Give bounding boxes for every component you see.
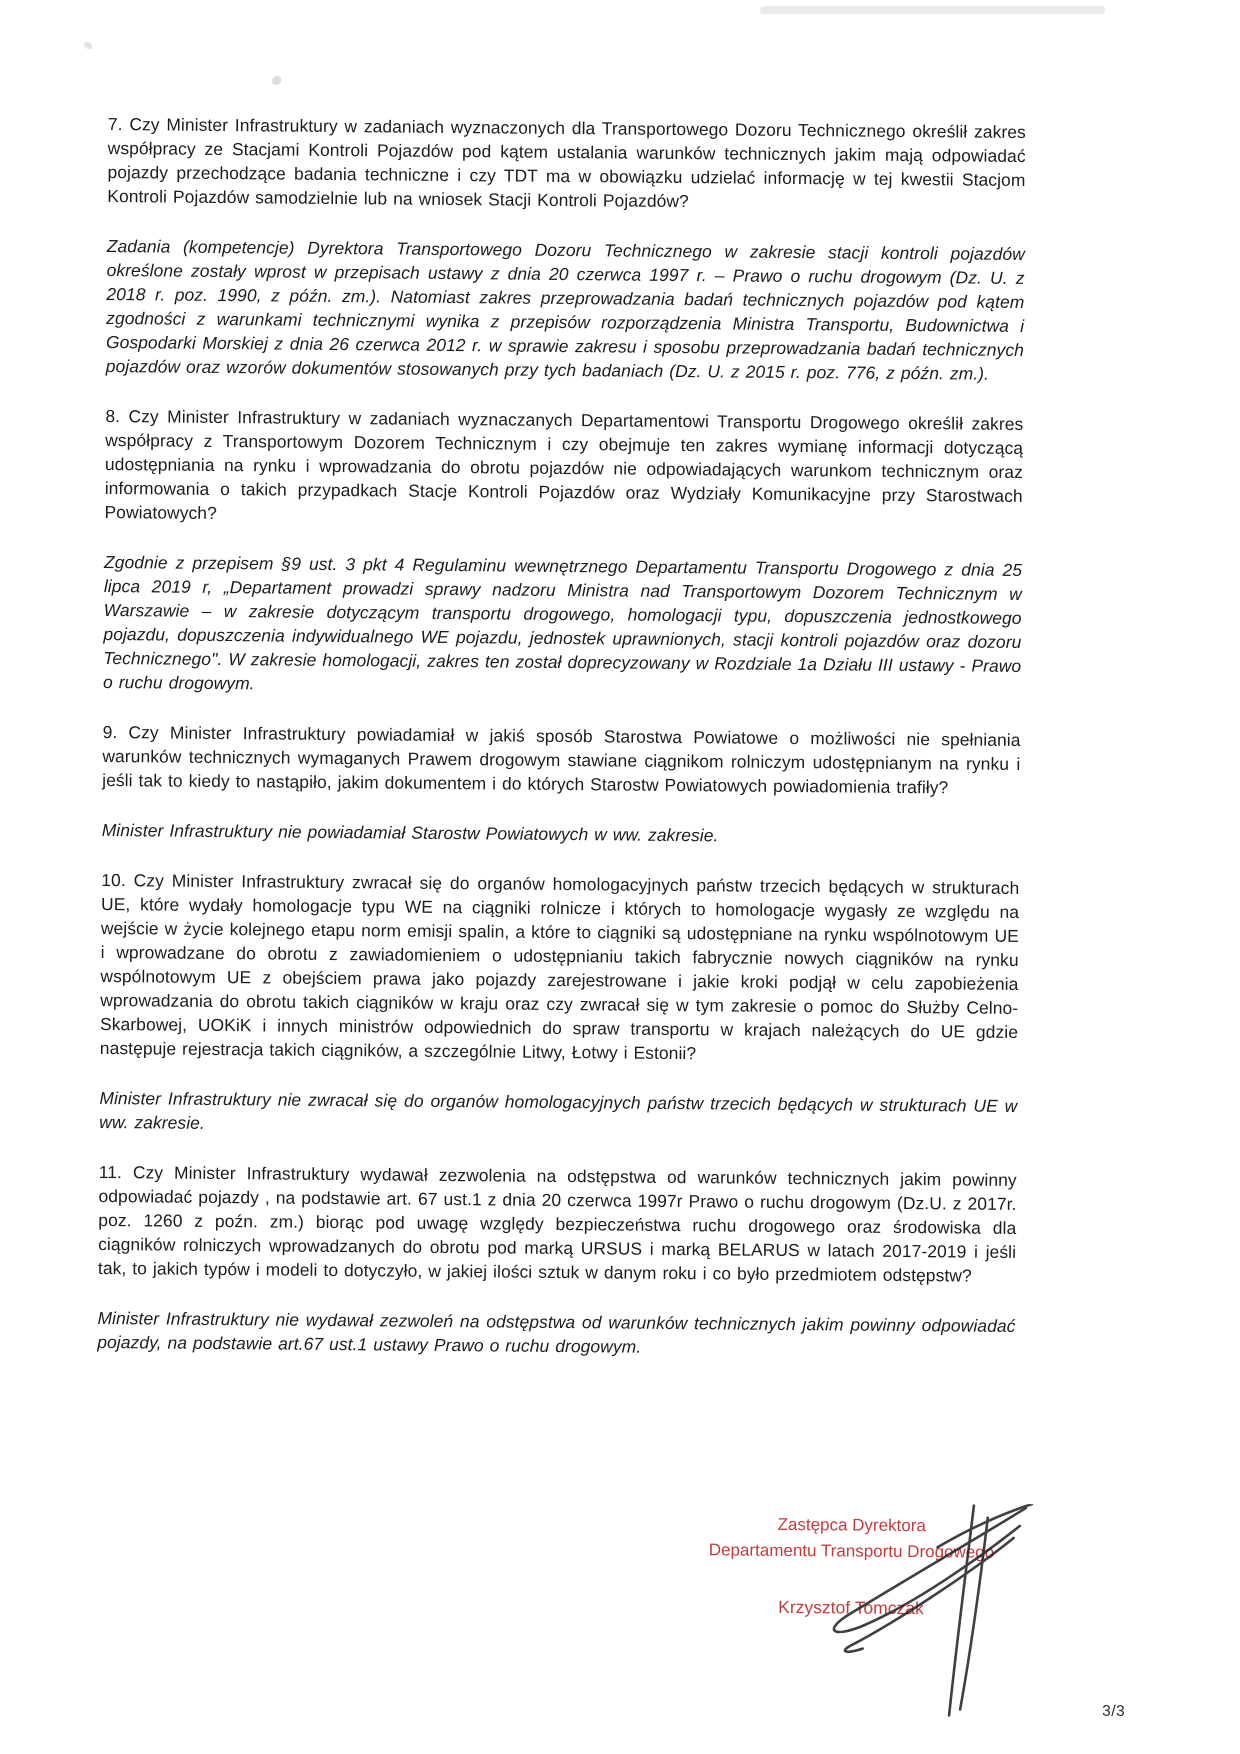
answer-7: Zadania (kompetencje) Dyrektora Transportowego Dozoru Technicznego w zakresie stacji kontroli pojazdów określone zostały wprost w przepisach ustawy z dnia 20 czerwca 1997 r. – Prawo o ruchu drogowym (Dz. U. z 2018 r. poz. 1990, z późn. zm.). Natomiast zakres przeprowadzania badań technicznych pojazdów pod kątem zgodności z warunkami technicznymi wynika z przepisów rozporządzenia Ministra Transportu, Budownictwa i Gospodarki Morskiej z dnia 26 czerwca 2012 r. w sprawie zakresu i sposobu przeprowadzania badań technicznych pojazdów oraz wzorów dokumentów stosowanych przy tych badaniach (Dz. U. z 2015 r. poz. 776, z późn. zm.).: [105, 235, 1025, 384]
answer-11: Minister Infrastruktury nie wydawał zezwoleń na odstępstwa od warunków technicznych jakim powinny odpowiadać pojazdy, na podstawie art.67 ust.1 ustawy Prawo o ruchu drogowym.: [97, 1307, 1016, 1357]
signatory-name: Krzysztof Tomczak: [778, 1596, 924, 1619]
signature-block: [677, 1511, 1026, 1622]
question-8: 8. Czy Minister Infrastruktury w zadaniach wyznaczanych Departamentowi Transportu Drogowego określił zakres współpracy z Transportowym Dozorem Technicznym i czy obejmuje ten zakres wymianę informacji dotyczącą udostępniania na rynku i wprowadzania do obrotu pojazdów nie odpowiadających warunkom technicznym oraz informowania o takich przypadkach Stacje Kontroli Pojazdów oraz Wydziały Komunikacyjne przy Starostwach Powiatowych?: [104, 405, 1024, 523]
question-7: 7. Czy Minister Infrastruktury w zadaniach wyznaczonych dla Transportowego Dozoru Technicznego określił zakres współpracy ze Stacjami Kontroli Pojazdów pod kątem ustalania warunków technicznych jakim mają odpowiadać pojazdy przechodzące badania techniczne i czy TDT ma w obowiązku udzielać informację w tej kwestii Stacjom Kontroli Pojazdów samodzielnie lub na wniosek Stacji Kontroli Pojazdów?: [107, 114, 1026, 212]
answer-8: Zgodnie z przepisem §9 ust. 3 pkt 4 Regulaminu wewnętrznego Departamentu Transportu Drogowego z dnia 25 lipca 2019 r, „Departament prowadzi sprawy nadzoru Ministra nad Transportowym Dozorem Technicznym w Warszawie – w zakresie dotyczącym transportu drogowego, homologacji typu, dopuszczenia jednostkowego pojazdu, dopuszczenia indywidualnego WE pojazdu, jednostek uprawnionych, stacji kontroli pojazdów oraz dozoru Technicznego". W zakresie homologacji, zakres ten został doprecyzowany w Rozdziale 1a Działu III ustawy - Prawo o ruchu drogowym.: [102, 551, 1023, 694]
question-10: 10. Czy Minister Infrastruktury zwracał się do organów homologacyjnych państw trzecich będących w strukturach UE, które wydały homologacje typu WE na ciągniki rolnicze i których to homologacje wygasły ze względu na wejście w życie kolejnego etapu norm emisji spalin, a które to ciągniki są udostępniane na rynku wspólnotowym UE i wprowadzane do obrotu z zawiadomieniem o udostępnianiu takich fabrycznie nowych ciągników na rynku wspólnotowym UE z obejściem prawa jako pojazdy zarejestrowane i jakie kroki podjął w celu zapobieżenia wprowadzania do obrotu takich ciągników w kraju oraz czy zwracał się w tym zakresie o pomoc do Służby Celno-Skarbowej, UOKiK i innych ministrów odpowiednich do spraw transportu w krajach należących do UE gdzie następuje rejestracja takich ciągników, a szczególnie Litwy, Łotwy i Estonii?: [99, 869, 1020, 1064]
page-number: 3/3: [1102, 1702, 1126, 1720]
answer-9: Minister Infrastruktury nie powiadamiał Starostw Powiatowych w ww. zakresie.: [101, 819, 719, 846]
letter-text: [97, 112, 1026, 1388]
question-9: 9. Czy Minister Infrastruktury powiadamiał w jakiś sposób Starostwa Powiatowe o możliwości nie spełniania warunków technicznych wymaganych Prawem drogowym stawiane ciągnikom rolniczym udostępnianym na rynku i jeśli tak to kiedy to nastąpiło, jakim dokumentem i do których Starostw Powiatowych powiadomienia trafiły?: [102, 721, 1021, 798]
answer-10: Minister Infrastruktury nie zwracał się do organów homologacyjnych państw trzecich będących w strukturach UE w ww. zakresie.: [99, 1087, 1018, 1133]
question-11: 11. Czy Minister Infrastruktury wydawał zezwolenia na odstępstwa od warunków technicznych jakim powinny odpowiadać pojazdy , na podstawie art. 67 ust.1 z dnia 20 czerwca 1997r Prawo o ruchu drogowym (Dz.U. z 2017r. poz. 1260 z poźn. zm.) biorąc pod uwagę względy bezpieczeństwa ruchu drogowego oraz środowiska dla ciągników rolniczych wprowadzanych do obrotu pod marką URSUS i marką BELARUS w latach 2017-2019 i jeśli tak, to jakich typów i modeli to dotyczyło, w jakiej ilości sztuk w danym roku i co było przedmiotem odstępstw?: [97, 1161, 1017, 1286]
signatory-title-line2: Departamentu Transportu Drogowego: [708, 1540, 995, 1562]
signatory-title-line1: Zastępca Dyrektora: [777, 1514, 926, 1536]
